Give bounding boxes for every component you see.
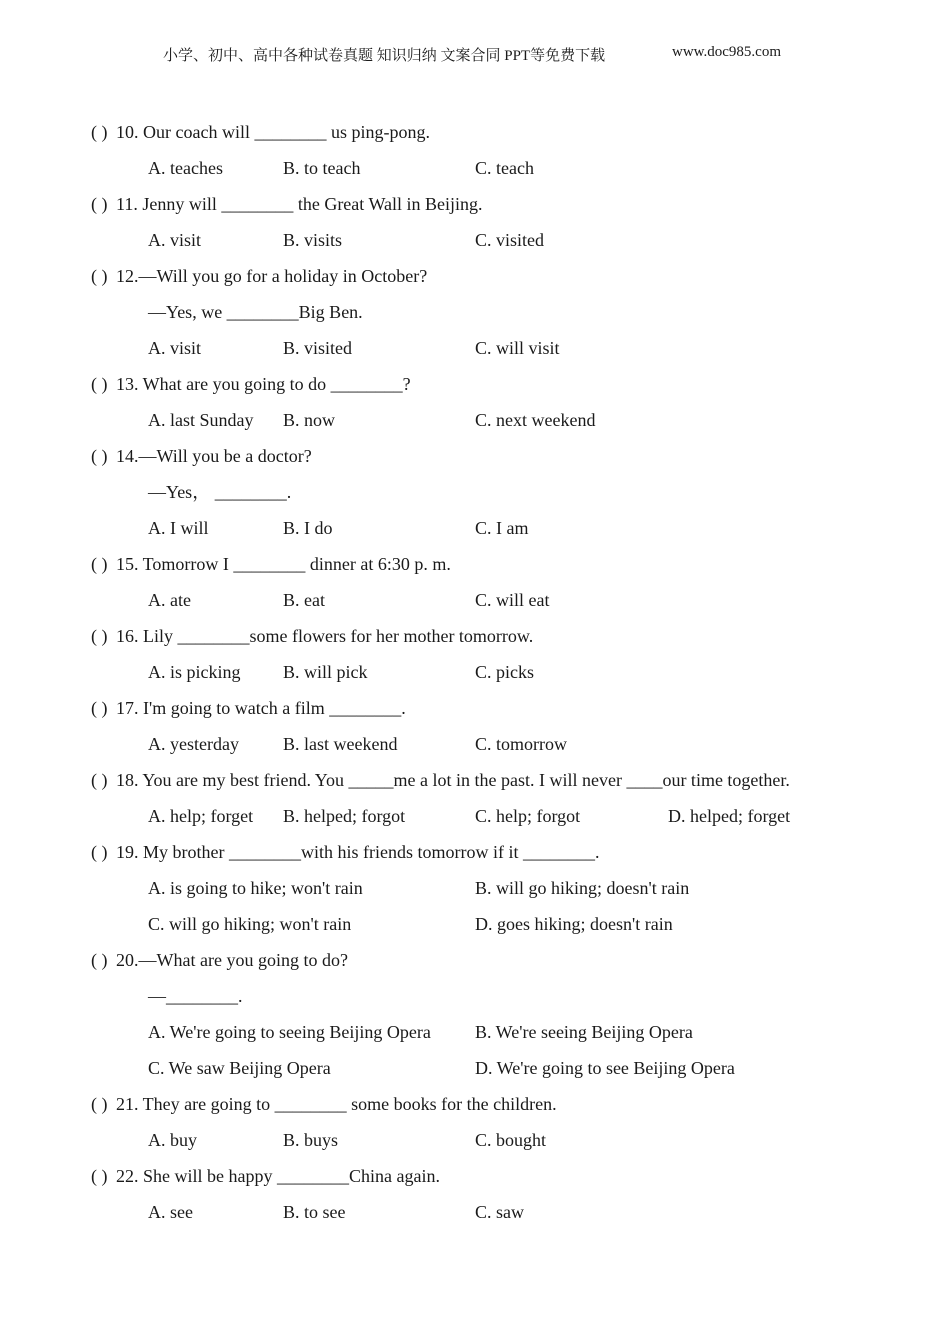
question-row — [0, 371, 950, 397]
options-row — [0, 1055, 950, 1081]
question-row — [0, 767, 950, 793]
option[interactable]: A. is going to hike; won't rain — [148, 878, 363, 898]
options-row — [0, 731, 950, 757]
option[interactable]: C. help; forgot — [475, 806, 581, 826]
question-continuation — [0, 983, 950, 1009]
question-stem: 13. What are you going to do ________? — [116, 374, 411, 394]
question-stem: 20.—What are you going to do? — [116, 950, 348, 970]
question-stem: 17. I'm going to watch a film ________. — [116, 698, 406, 718]
answer-blank[interactable]: ( ) — [91, 446, 108, 466]
option[interactable]: C. We saw Beijing Opera — [148, 1058, 331, 1078]
option[interactable]: A. visit — [148, 338, 202, 358]
option[interactable]: C. will eat — [475, 590, 550, 610]
options-row — [0, 911, 950, 937]
question-stem: 22. She will be happy ________China again. — [116, 1166, 440, 1186]
options-row — [0, 335, 950, 361]
answer-blank[interactable]: ( ) — [91, 266, 108, 286]
options-row — [0, 155, 950, 181]
question-stem: 18. You are my best friend. You _____me a lot in the past. I will never ____our time together. — [116, 770, 790, 790]
header-url: www.doc985.com — [672, 44, 782, 60]
question-row — [0, 623, 950, 649]
option[interactable]: A. I will — [148, 518, 209, 538]
question-stem: 16. Lily ________some flowers for her mother tomorrow. — [116, 626, 534, 646]
option[interactable]: A. We're going to seeing Beijing Opera — [148, 1022, 431, 1042]
question-row — [0, 119, 950, 145]
options-row — [0, 515, 950, 541]
option[interactable]: A. last Sunday — [148, 410, 254, 430]
options-row — [0, 875, 950, 901]
answer-blank[interactable]: ( ) — [91, 698, 108, 718]
options-row — [0, 659, 950, 685]
page-header — [0, 44, 950, 68]
option[interactable]: D. goes hiking; doesn't rain — [475, 914, 673, 934]
answer-blank[interactable]: ( ) — [91, 770, 108, 790]
option[interactable]: C. visited — [475, 230, 545, 250]
question-response-line: —Yes， ________. — [148, 482, 292, 502]
option[interactable]: D. We're going to see Beijing Opera — [475, 1058, 735, 1078]
answer-blank[interactable]: ( ) — [91, 842, 108, 862]
question-stem: 10. Our coach will ________ us ping-pong. — [116, 122, 430, 142]
option[interactable]: B. I do — [283, 518, 333, 538]
option[interactable]: B. to teach — [283, 158, 361, 178]
answer-blank[interactable]: ( ) — [91, 950, 108, 970]
question-row — [0, 551, 950, 577]
option[interactable]: A. is picking — [148, 662, 241, 682]
options-row — [0, 587, 950, 613]
question-response-line: —Yes, we ________Big Ben. — [148, 302, 363, 322]
question-response-line: —________. — [148, 986, 243, 1006]
question-row — [0, 191, 950, 217]
answer-blank[interactable]: ( ) — [91, 626, 108, 646]
question-stem: 11. Jenny will ________ the Great Wall in Beijing. — [116, 194, 483, 214]
question-row — [0, 695, 950, 721]
question-stem: 14.—Will you be a doctor? — [116, 446, 312, 466]
question-row — [0, 1163, 950, 1189]
question-stem: 21. They are going to ________ some books for the children. — [116, 1094, 557, 1114]
question-stem: 12.—Will you go for a holiday in October? — [116, 266, 428, 286]
options-row — [0, 407, 950, 433]
answer-blank[interactable]: ( ) — [91, 122, 108, 142]
option[interactable]: C. I am — [475, 518, 529, 538]
option[interactable]: B. last weekend — [283, 734, 398, 754]
options-row — [0, 1127, 950, 1153]
question-row — [0, 839, 950, 865]
option[interactable]: B. now — [283, 410, 336, 430]
question-row — [0, 947, 950, 973]
options-row — [0, 1019, 950, 1045]
option[interactable]: A. visit — [148, 230, 202, 250]
option[interactable]: B. buys — [283, 1130, 339, 1150]
option[interactable]: C. tomorrow — [475, 734, 567, 754]
option[interactable]: A. buy — [148, 1130, 197, 1150]
option[interactable]: C. bought — [475, 1130, 547, 1150]
question-stem: 19. My brother ________with his friends tomorrow if it ________. — [116, 842, 600, 862]
question-stem: 15. Tomorrow I ________ dinner at 6:30 p. m. — [116, 554, 451, 574]
question-continuation — [0, 479, 950, 505]
option[interactable]: C. will go hiking; won't rain — [148, 914, 352, 934]
options-row — [0, 227, 950, 253]
option[interactable]: B. will pick — [283, 662, 368, 682]
option[interactable]: B. eat — [283, 590, 325, 610]
options-row — [0, 803, 950, 829]
option[interactable]: C. saw — [475, 1202, 524, 1222]
option[interactable]: B. visited — [283, 338, 353, 358]
option[interactable]: A. ate — [148, 590, 191, 610]
answer-blank[interactable]: ( ) — [91, 1094, 108, 1114]
question-row — [0, 1091, 950, 1117]
option[interactable]: B. visits — [283, 230, 343, 250]
header-text: 小学、初中、高中各种试卷真题 知识归纳 文案合同 PPT等免费下载 — [163, 48, 606, 64]
question-row — [0, 263, 950, 289]
option[interactable]: C. next weekend — [475, 410, 596, 430]
option[interactable]: C. picks — [475, 662, 535, 682]
question-continuation — [0, 299, 950, 325]
answer-blank[interactable]: ( ) — [91, 554, 108, 574]
answer-blank[interactable]: ( ) — [91, 1166, 108, 1186]
option[interactable]: C. will visit — [475, 338, 560, 358]
answer-blank[interactable]: ( ) — [91, 194, 108, 214]
option[interactable]: C. teach — [475, 158, 534, 178]
option[interactable]: A. help; forget — [148, 806, 254, 826]
options-row — [0, 1199, 950, 1225]
answer-blank[interactable]: ( ) — [91, 374, 108, 394]
option[interactable]: A. teaches — [148, 158, 223, 178]
option[interactable]: A. yesterday — [148, 734, 239, 754]
question-row — [0, 443, 950, 469]
option[interactable]: B. will go hiking; doesn't rain — [475, 878, 690, 898]
option[interactable]: B. helped; forgot — [283, 806, 406, 826]
option[interactable]: B. We're seeing Beijing Opera — [475, 1022, 693, 1042]
option[interactable]: A. see — [148, 1202, 193, 1222]
option[interactable]: B. to see — [283, 1202, 346, 1222]
option[interactable]: D. helped; forget — [668, 806, 791, 826]
